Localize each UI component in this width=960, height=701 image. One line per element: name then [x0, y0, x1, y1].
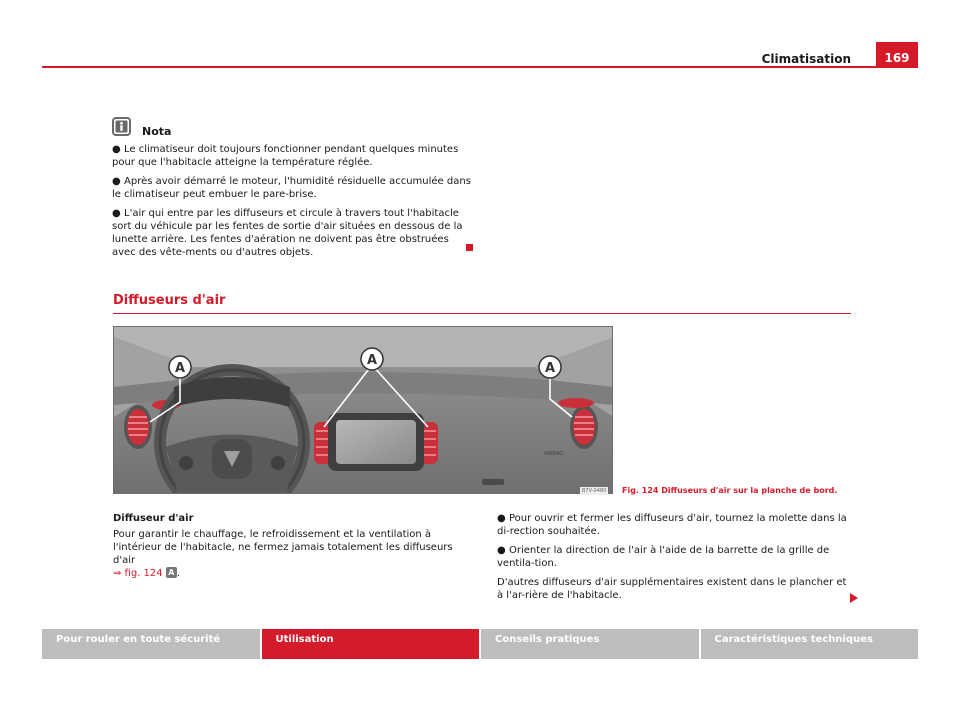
tab-practical-tips[interactable]: Conseils pratiques: [481, 629, 699, 659]
callout-a-left: [169, 356, 191, 378]
bullet: ●: [497, 545, 506, 556]
callout-label: A: [366, 353, 378, 368]
list-item: [112, 143, 472, 169]
paragraph-tail: .: [176, 568, 181, 579]
dashboard-illustration: [113, 326, 613, 494]
paragraph-text: Pour garantir le chauffage, le refroidissement et la ventilation à l'intérieur de l'habitacle, ne fermez jamais totalement les diffuseurs d'air: [113, 529, 453, 566]
footer-nav: [42, 629, 918, 659]
info-icon: [112, 117, 131, 136]
tab-usage[interactable]: Utilisation: [262, 629, 480, 659]
nota-list: [112, 143, 472, 265]
header-rule: [42, 66, 918, 68]
list-item: [497, 544, 853, 570]
continue-arrow-icon: [850, 593, 858, 603]
callout-label: A: [174, 361, 186, 376]
dashboard-drawing: [114, 327, 613, 494]
figure-reference-link[interactable]: ⇒ fig. 124: [113, 568, 163, 579]
nota-title: Nota: [142, 125, 172, 138]
figure-code: B7V-0480: [582, 488, 607, 494]
list-item-text: Orienter la direction de l'air à l'aide de la barrette de la grille de ventila-tion.: [497, 545, 830, 569]
end-of-section-mark: [466, 244, 473, 251]
subsection-title: Diffuseur d'air: [113, 513, 194, 524]
tab-technical-specs[interactable]: Caractéristiques techniques: [701, 629, 919, 659]
bullet: ●: [112, 144, 121, 155]
callout-a-right: [539, 356, 561, 378]
list-item-text: Après avoir démarré le moteur, l'humidité résiduelle accumulée dans le climatiseur peut embuer le pare-brise.: [112, 176, 471, 200]
list-item: [497, 512, 853, 538]
list-item: [112, 207, 472, 259]
body-right-column: [497, 512, 853, 608]
chapter-title: Climatisation: [761, 52, 851, 66]
list-item-text: Pour ouvrir et fermer les diffuseurs d'air, tournez la molette dans la di-rection souhaitée.: [497, 513, 847, 537]
section-rule: [113, 313, 851, 314]
paragraph: [113, 528, 473, 580]
bullet: ●: [112, 176, 121, 187]
page-number: 169: [876, 42, 918, 68]
callout-badge: A: [166, 567, 177, 578]
list-item-text: Le climatiseur doit toujours fonctionner pendant quelques minutes pour que l'habitacle atteigne la température réglée.: [112, 144, 459, 168]
body-left-column: [113, 512, 473, 580]
list-item: [112, 175, 472, 201]
bullet: ●: [112, 208, 121, 219]
paragraph: D'autres diffuseurs d'air supplémentaires existent dans le plancher et à l'ar-rière de l'habitacle.: [497, 577, 847, 601]
figure-caption: Fig. 124 Diffuseurs d'air sur la planche de bord.: [622, 486, 838, 495]
callout-label: A: [544, 361, 556, 376]
tab-safety[interactable]: Pour rouler en toute sécurité: [42, 629, 260, 659]
bullet: ●: [497, 513, 506, 524]
callout-a-center: [361, 348, 383, 370]
section-title: Diffuseurs d'air: [113, 293, 226, 308]
airbag-label: AIRBAG: [544, 451, 564, 457]
list-item-text: L'air qui entre par les diffuseurs et circule à travers tout l'habitacle sort du véhicule par les fentes de sortie d'air situées en dessous de la lunette arrière. Les fentes d'aération ne doivent pas être obstruées avec des vête-ments ou d'autres objets.: [112, 208, 463, 258]
